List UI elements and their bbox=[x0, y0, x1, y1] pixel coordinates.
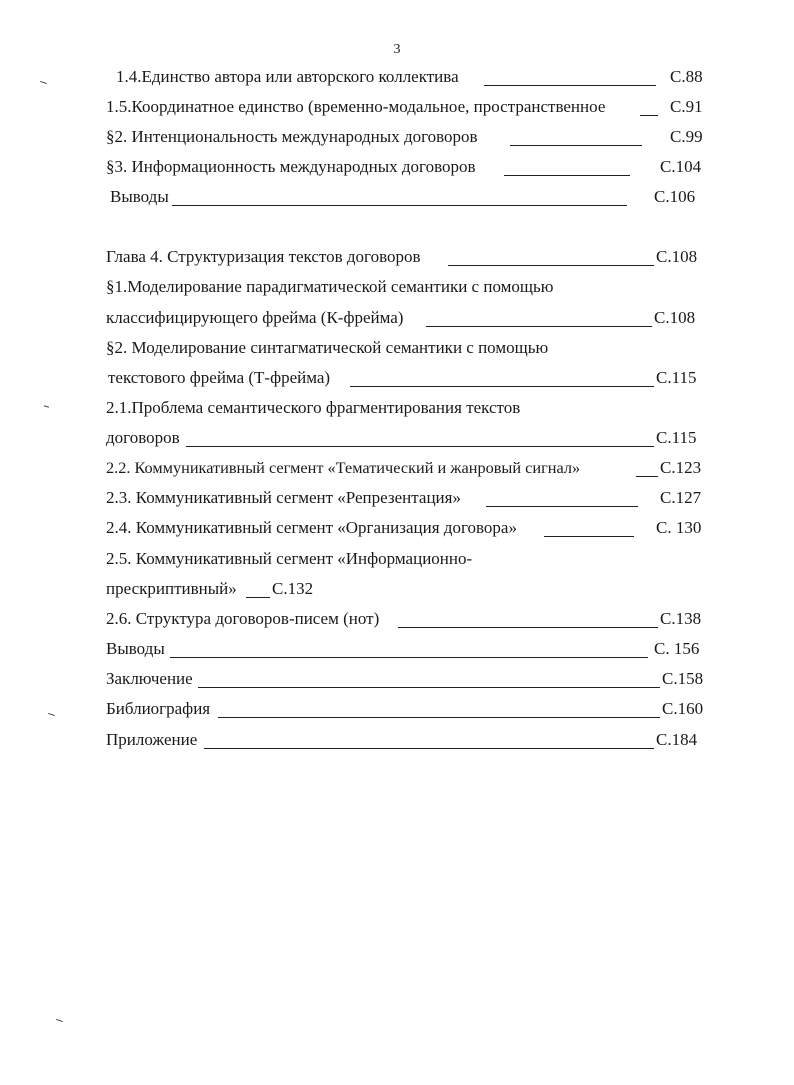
dotted-leader bbox=[640, 115, 658, 116]
toc-entry-title: договоров bbox=[106, 428, 180, 447]
toc-entry-title: 2.6. Структура договоров-писем (нот) bbox=[106, 609, 380, 628]
toc-entry-page: С.108 bbox=[656, 247, 698, 266]
toc-entry-title: §2. Интенциональность международных договоров bbox=[106, 127, 478, 146]
toc-entry-title: 1.4.Единство автора или авторского коллектива bbox=[116, 67, 459, 86]
toc-entry bbox=[0, 155, 794, 179]
toc-entry bbox=[0, 95, 794, 119]
dotted-leader bbox=[544, 536, 634, 537]
toc-entry-title: Выводы bbox=[106, 639, 165, 658]
dotted-leader bbox=[636, 476, 658, 477]
toc-entry-title: Библиография bbox=[106, 699, 211, 718]
dotted-leader bbox=[218, 717, 660, 718]
toc-entry bbox=[0, 577, 794, 601]
toc-entry-page: С. 156 bbox=[654, 639, 700, 658]
toc-entry-page: С.108 bbox=[654, 308, 696, 327]
toc-entry bbox=[0, 728, 794, 752]
toc-entry-page: С.184 bbox=[656, 730, 698, 749]
toc-entry bbox=[0, 547, 794, 571]
toc-entry-page: С.99 bbox=[670, 127, 703, 146]
dotted-leader bbox=[486, 506, 638, 507]
toc-entry-title: 1.5.Координатное единство (временно-модальное, пространственное bbox=[106, 97, 606, 116]
toc-entry-page: С.106 bbox=[654, 187, 696, 206]
toc-entry bbox=[0, 275, 794, 299]
toc-entry-title: 2.5. Коммуникативный сегмент «Информационно- bbox=[106, 549, 473, 568]
toc-entry bbox=[0, 486, 794, 510]
toc-entry-title: прескриптивный» bbox=[106, 579, 237, 598]
toc-entry-title: классифицирующего фрейма (К-фрейма) bbox=[106, 308, 404, 327]
dotted-leader bbox=[246, 597, 270, 598]
toc-entry-page: С.123 bbox=[660, 458, 702, 477]
dotted-leader bbox=[198, 687, 660, 688]
dotted-leader bbox=[204, 748, 654, 749]
toc-entry-title: Приложение bbox=[106, 730, 198, 749]
toc-entry-page: С.158 bbox=[662, 669, 704, 688]
toc-entry-title: 2.3. Коммуникативный сегмент «Репрезентация» bbox=[106, 488, 461, 507]
dotted-leader bbox=[484, 85, 656, 86]
toc-entry-title: Заключение bbox=[106, 669, 193, 688]
dotted-leader bbox=[172, 205, 627, 206]
toc-entry-page: С.160 bbox=[662, 699, 704, 718]
dotted-leader bbox=[504, 175, 630, 176]
page-number: 3 bbox=[393, 42, 401, 57]
dotted-leader bbox=[510, 145, 642, 146]
dotted-leader bbox=[448, 265, 654, 266]
dotted-leader bbox=[398, 627, 658, 628]
toc-entry-title: текстового фрейма (Т-фрейма) bbox=[108, 368, 331, 387]
toc-entry-page: С.88 bbox=[670, 67, 703, 86]
toc-entry bbox=[0, 667, 794, 691]
toc-entry-page: С.104 bbox=[660, 157, 702, 176]
toc-entry-title: Выводы bbox=[110, 187, 169, 206]
toc-entry-title: 2.4. Коммуникативный сегмент «Организация договора» bbox=[106, 518, 517, 537]
scan-mark bbox=[56, 1019, 63, 1022]
toc-entry bbox=[0, 516, 794, 540]
toc-entry bbox=[0, 65, 794, 89]
toc-entry bbox=[0, 245, 794, 269]
toc-entry bbox=[0, 336, 794, 360]
toc-entry-title: §1.Моделирование парадигматической семантики с помощью bbox=[106, 277, 554, 296]
dotted-leader bbox=[426, 326, 652, 327]
toc-entry bbox=[0, 426, 794, 450]
toc-entry-page: С. 130 bbox=[656, 518, 702, 537]
toc-entry-page: С.132 bbox=[272, 579, 314, 598]
toc-entry-page: С.115 bbox=[656, 428, 697, 447]
dotted-leader bbox=[186, 446, 654, 447]
toc-entry-title: 2.1.Проблема семантического фрагментирования текстов bbox=[106, 398, 521, 417]
dotted-leader bbox=[350, 386, 654, 387]
toc-entry bbox=[0, 607, 794, 631]
toc-entry bbox=[0, 125, 794, 149]
toc-entry-page: С.115 bbox=[656, 368, 697, 387]
toc-entry-title: §3. Информационность международных договоров bbox=[106, 157, 476, 176]
toc-entry-title: 2.2. Коммуникативный сегмент «Тематический и жанровый сигнал» bbox=[106, 458, 581, 477]
toc-entry bbox=[0, 366, 794, 390]
dotted-leader bbox=[170, 657, 648, 658]
toc-entry-title: §2. Моделирование синтагматической семантики с помощью bbox=[106, 338, 549, 357]
toc-entry bbox=[0, 456, 794, 480]
toc-entry bbox=[0, 185, 794, 209]
toc-entry-page: С.138 bbox=[660, 609, 702, 628]
toc-entry-page: С.127 bbox=[660, 488, 702, 507]
toc-entry bbox=[0, 697, 794, 721]
toc-entry-page: С.91 bbox=[670, 97, 703, 116]
toc-entry bbox=[0, 396, 794, 420]
toc-entry-title: Глава 4. Структуризация текстов договоров bbox=[106, 247, 421, 266]
toc-entry bbox=[0, 306, 794, 330]
toc-entry bbox=[0, 637, 794, 661]
